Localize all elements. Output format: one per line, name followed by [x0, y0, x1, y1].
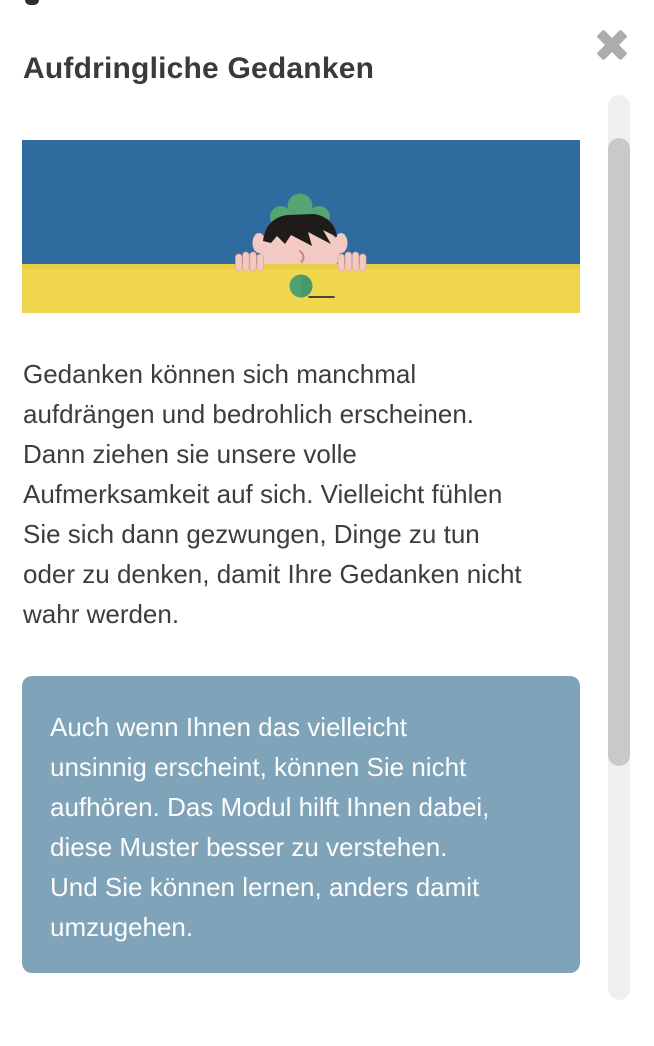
intro-paragraph	[23, 354, 608, 634]
module-info-box	[22, 676, 580, 973]
intro-line: oder zu denken, damit Ihre Gedanken nicht	[23, 559, 522, 589]
page-title: Aufdringliche Gedanken	[23, 52, 375, 86]
intro-line: wahr werden.	[23, 599, 180, 629]
close-button[interactable]	[597, 31, 627, 59]
intro-line: Aufmerksamkeit auf sich. Vielleicht fühlen	[23, 479, 503, 509]
scrollbar-thumb[interactable]	[608, 138, 630, 766]
info-line: unsinnig erscheint, können Sie nicht	[50, 752, 467, 782]
info-line: Und Sie können lernen, anders damit	[50, 872, 480, 902]
cropped-edge-artifact	[25, 0, 39, 5]
info-line: aufhören. Das Modul hilft Ihnen dabei,	[50, 792, 490, 822]
info-line: diese Muster besser zu verstehen.	[50, 832, 448, 862]
intro-line: Sie sich dann gezwungen, Dinge zu tun	[23, 519, 480, 549]
info-line: Auch wenn Ihnen das vielleicht	[50, 712, 408, 742]
wall-shadow-strip	[22, 264, 580, 269]
peeking-figure-illustration	[22, 140, 580, 313]
intro-line: Gedanken können sich manchmal	[23, 359, 417, 389]
info-line: umzugehen.	[50, 912, 194, 942]
intro-line: aufdrängen und bedrohlich erscheinen.	[23, 399, 475, 429]
intro-line: Dann ziehen sie unsere volle	[23, 439, 357, 469]
scrollbar-track[interactable]	[608, 95, 630, 1000]
